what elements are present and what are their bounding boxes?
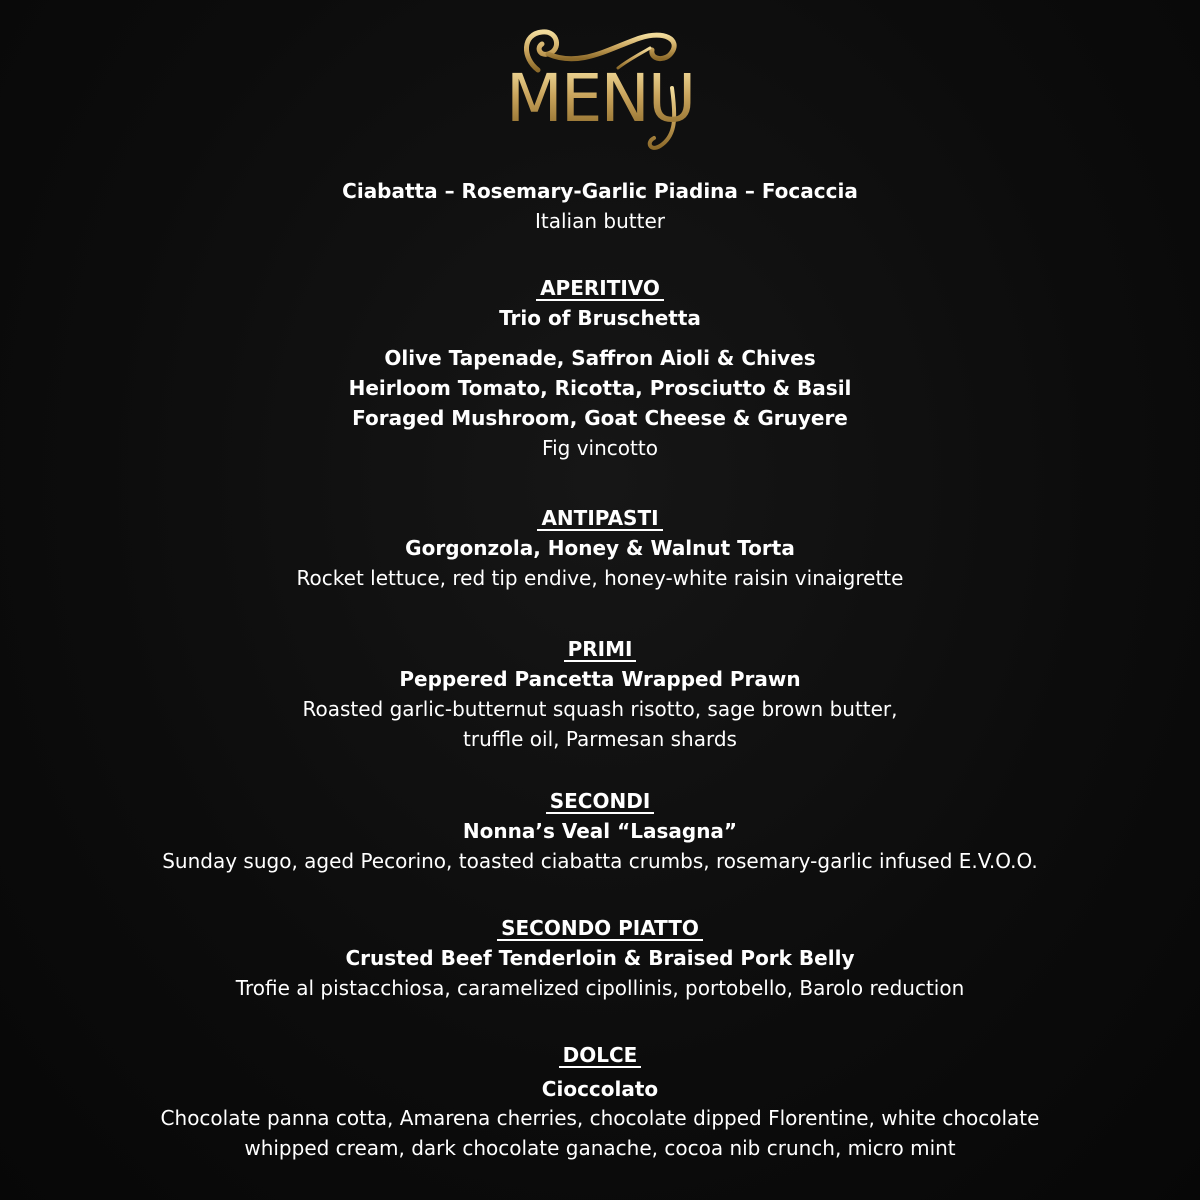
dish-item: Olive Tapenade, Saffron Aioli & Chives (384, 346, 816, 370)
dish-title: Crusted Beef Tenderloin & Braised Pork Belly (345, 946, 855, 970)
menu-logo (500, 18, 700, 158)
dish-item: Foraged Mushroom, Goat Cheese & Gruyere (352, 406, 848, 430)
heading-label: DOLCE (559, 1044, 642, 1068)
section-heading-dolce (0, 1042, 1200, 1068)
section-heading-aperitivo (0, 275, 1200, 301)
dish-title: Trio of Bruschetta (499, 306, 701, 330)
heading-label: APERITIVO (536, 277, 664, 301)
menu-title: MENU (500, 66, 700, 132)
dish-desc: whipped cream, dark chocolate ganache, cocoa nib crunch, micro mint (244, 1136, 956, 1160)
dish-desc: Sunday sugo, aged Pecorino, toasted ciabatta crumbs, rosemary-garlic infused E.V.O.O. (162, 849, 1038, 873)
section-heading-secondo-piatto (0, 915, 1200, 941)
dish-desc: Roasted garlic-butternut squash risotto, sage brown butter, (302, 697, 898, 721)
dish-title: Nonna’s Veal “Lasagna” (462, 819, 738, 843)
heading-label: PRIMI (564, 638, 637, 662)
section-heading-primi (0, 636, 1200, 662)
dish-title: Gorgonzola, Honey & Walnut Torta (405, 536, 795, 560)
dish-desc: truffle oil, Parmesan shards (463, 727, 737, 751)
heading-label: ANTIPASTI (537, 507, 662, 531)
section-heading-antipasti (0, 505, 1200, 531)
dish-desc: Rocket lettuce, red tip endive, honey-white raisin vinaigrette (296, 566, 904, 590)
dish-item: Heirloom Tomato, Ricotta, Prosciutto & Basil (348, 376, 852, 400)
dish-title: Cioccolato (541, 1077, 659, 1101)
breads-title: Ciabatta – Rosemary-Garlic Piadina – Focaccia (342, 179, 858, 203)
heading-label: SECONDO PIATTO (497, 917, 703, 941)
dish-title: Peppered Pancetta Wrapped Prawn (399, 667, 801, 691)
section-heading-secondi (0, 788, 1200, 814)
dish-desc: Chocolate panna cotta, Amarena cherries, chocolate dipped Florentine, white chocolate (160, 1106, 1040, 1130)
heading-label: SECONDI (546, 790, 655, 814)
breads-desc: Italian butter (535, 209, 665, 233)
dish-desc: Trofie al pistacchiosa, caramelized cipollinis, portobello, Barolo reduction (235, 976, 965, 1000)
dish-desc: Fig vincotto (542, 436, 658, 460)
